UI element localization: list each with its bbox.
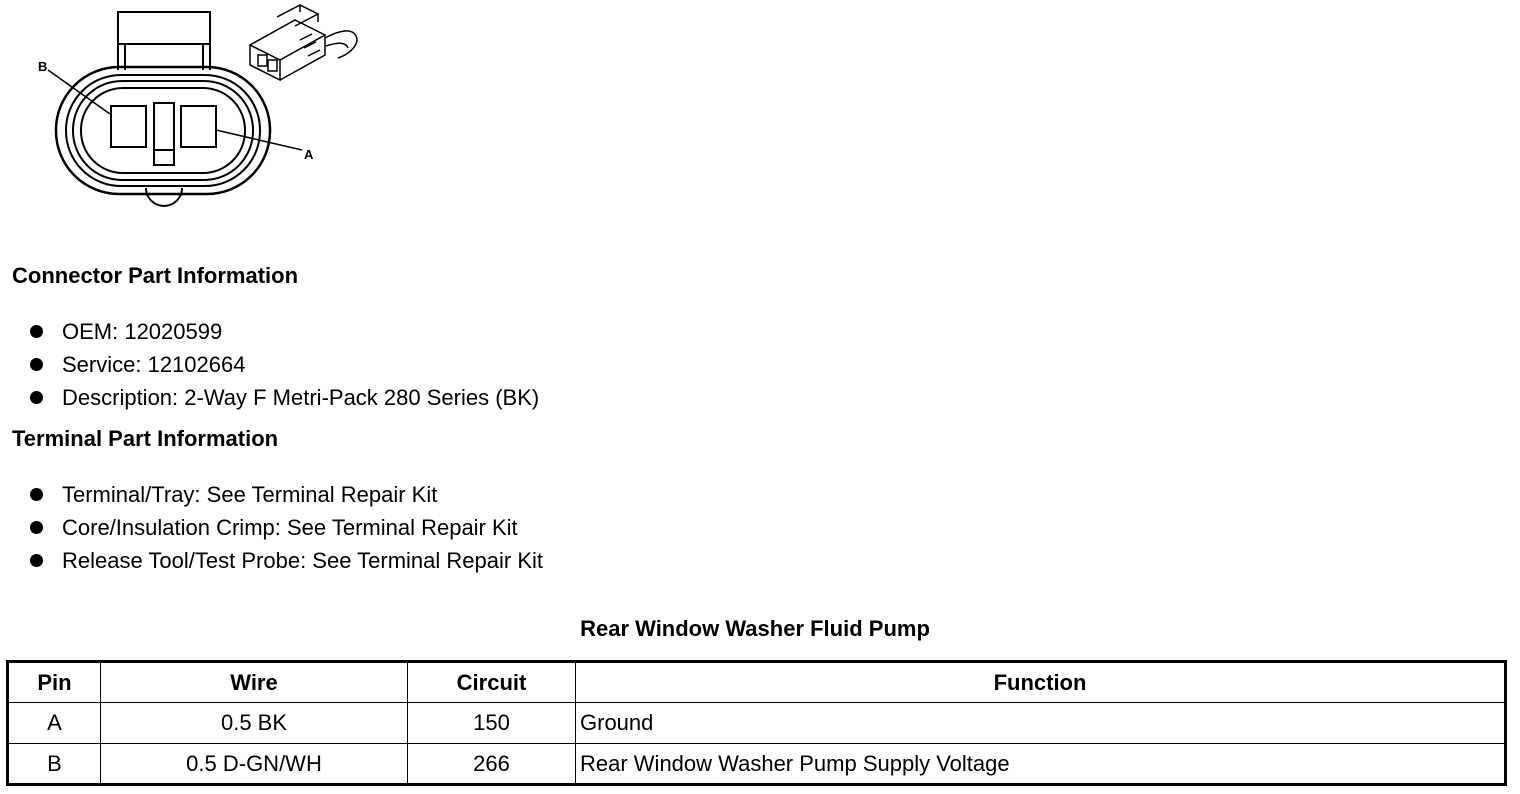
cavity-b [111,106,146,147]
connector-latch [118,12,210,70]
label-b: B [38,59,48,74]
cell-wire: 0.5 D-GN/WH [101,744,408,785]
cell-pin: A [8,703,101,744]
connector-key [154,103,174,165]
connector-thumbnail [250,5,357,80]
bullet-icon [30,488,43,501]
bullet-icon [30,521,43,534]
table-title: Rear Window Washer Fluid Pump [580,616,930,641]
cell-function: Rear Window Washer Pump Supply Voltage [576,744,1506,785]
header-wire: Wire [101,662,408,703]
list-item [28,478,543,511]
bullet-icon [30,325,43,338]
header-circuit: Circuit [408,662,576,703]
list-item [28,348,539,381]
connector-bottom-tab [146,188,182,206]
terminal-part-info-heading: Terminal Part Information [12,426,279,451]
header-function: Function [576,662,1506,703]
pinout-table [6,660,1507,786]
crimp-info: Core/Insulation Crimp: See Terminal Repair Kit [62,515,518,540]
bullet-icon [30,554,43,567]
terminal-part-info-list [28,478,543,577]
list-item [28,511,543,544]
cavity-a [181,106,216,147]
oem-part-number: OEM: 12020599 [62,319,223,344]
header-pin: Pin [8,662,101,703]
connector-part-info-list [28,315,539,414]
table-header-row [8,662,1506,703]
cell-circuit: 150 [408,703,576,744]
cell-circuit: 266 [408,744,576,785]
terminal-tray-info: Terminal/Tray: See Terminal Repair Kit [62,482,438,507]
connector-description: Description: 2-Way F Metri-Pack 280 Series (BK) [62,385,540,410]
list-item [28,315,539,348]
connector-part-info-heading: Connector Part Information [12,263,299,288]
table-row [8,744,1506,785]
label-a: A [304,147,314,162]
cell-function: Ground [576,703,1506,744]
bullet-icon [30,358,43,371]
release-tool-info: Release Tool/Test Probe: See Terminal Repair Kit [62,548,543,573]
list-item [28,544,543,577]
list-item [28,381,539,414]
table-row [8,703,1506,744]
service-part-number: Service: 12102664 [62,352,246,377]
cell-wire: 0.5 BK [101,703,408,744]
bullet-icon [30,391,43,404]
connector-diagram [0,0,380,230]
cell-pin: B [8,744,101,785]
